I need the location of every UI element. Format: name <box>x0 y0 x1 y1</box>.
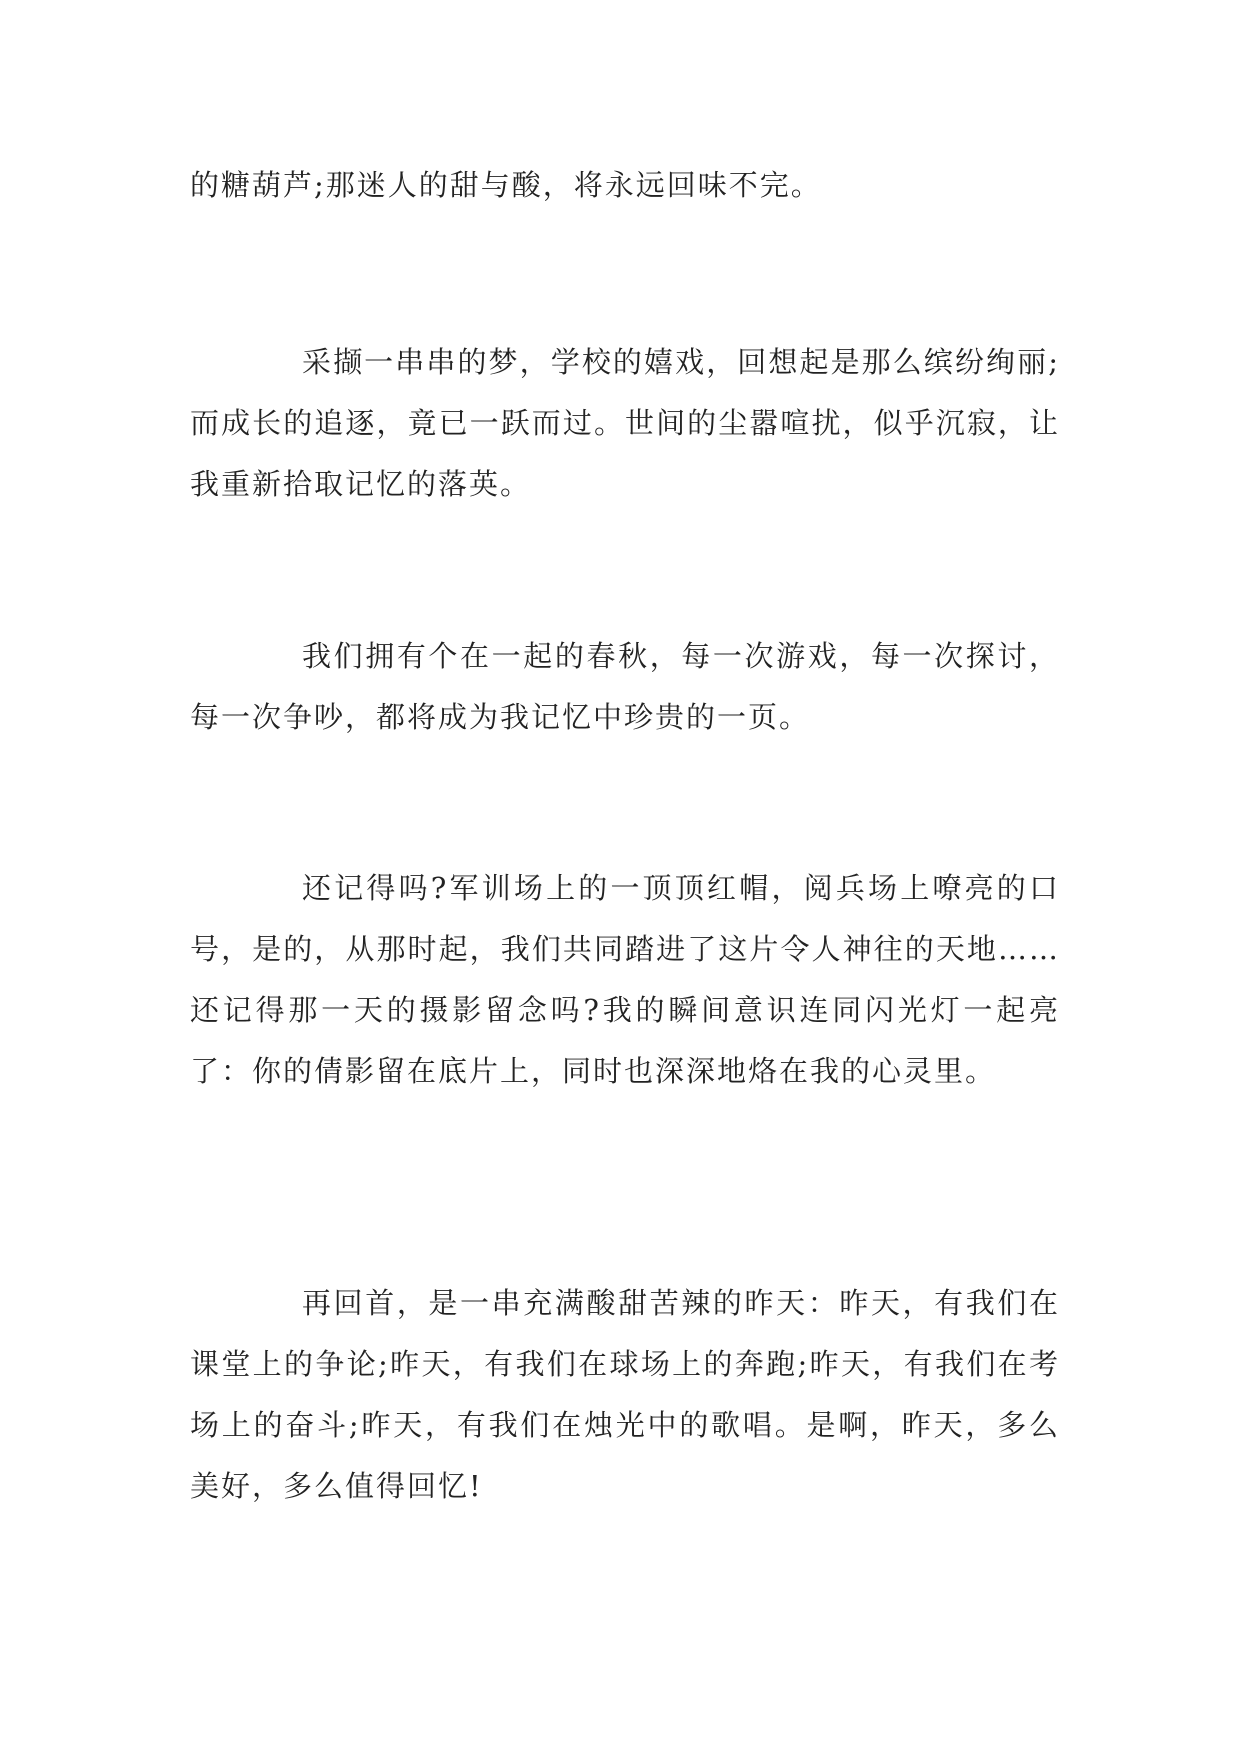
paragraph-yesterday: 再回首，是一串充满酸甜苦辣的昨天：昨天，有我们在课堂上的争论;昨天，有我们在球场上的奔跑;昨天，有我们在考场上的奋斗;昨天，有我们在烛光中的歌唱。是啊，昨天，多么美好，多么值得回忆! <box>190 1286 1060 1503</box>
paragraph-military-training: 还记得吗?军训场上的一顶顶红帽，阅兵场上嘹亮的口号，是的，从那时起，我们共同踏进了这片令人神往的天地……还记得那一天的摄影留念吗?我的瞬间意识连同闪光灯一起亮了：你的倩影留在底片上，同时也深深地烙在我的心灵里。 <box>190 871 1060 1088</box>
paragraph-continuation: 的糖葫芦;那迷人的甜与酸，将永远回味不完。 <box>190 168 822 202</box>
paragraph-seasons: 我们拥有个在一起的春秋，每一次游戏，每一次探讨，每一次争吵，都将成为我记忆中珍贵的一页。 <box>190 639 1060 734</box>
paragraph-dreams: 采撷一串串的梦，学校的嬉戏，回想起是那么缤纷绚丽;而成长的追逐，竟已一跃而过。世间的尘嚣喧扰，似乎沉寂，让我重新拾取记忆的落英。 <box>190 345 1060 501</box>
